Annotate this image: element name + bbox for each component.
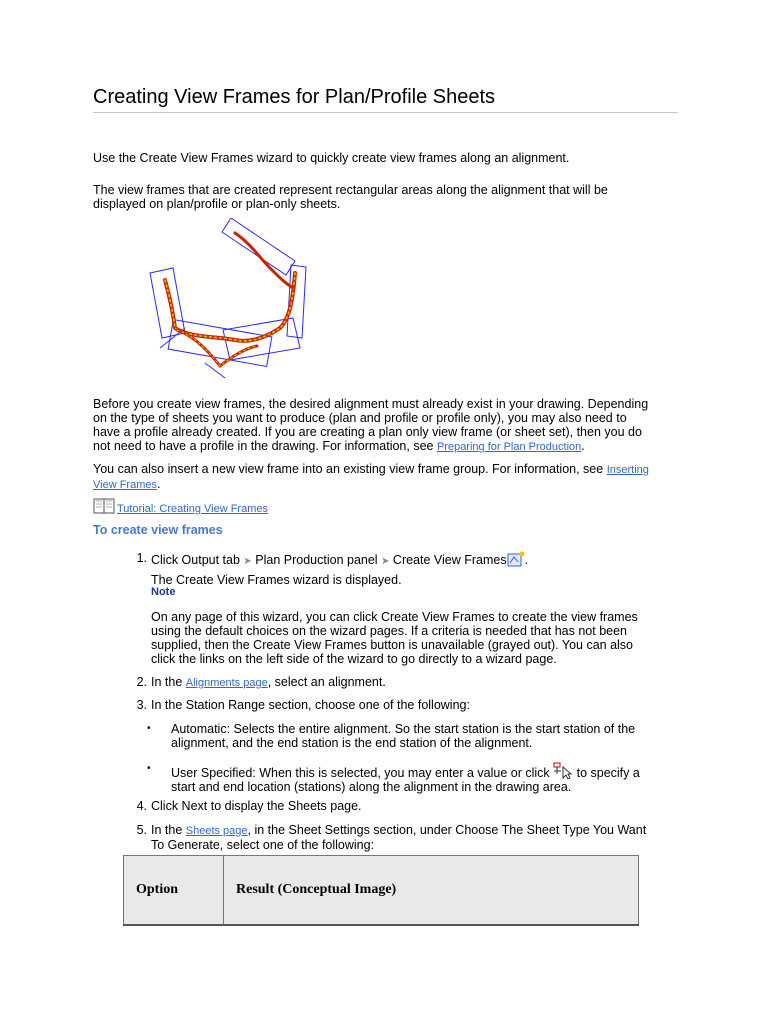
pick-station-icon[interactable] [553,762,573,780]
column-header-result: Result (Conceptual Image) [224,856,639,926]
create-view-frames-icon[interactable] [507,551,525,567]
option-line: alignment, and the end station is the end station of the alignment. [171,736,533,750]
view-frame-rect [222,218,295,275]
note-text [151,610,671,666]
insert-paragraph [93,462,678,492]
step-text: Create View Frames [389,553,507,567]
arrow-icon: ➤ [243,556,252,567]
step-1 [151,551,671,569]
arrow-icon: ➤ [381,556,390,567]
step-number: 3. [136,698,147,712]
step-text: , select an alignment. [267,675,386,689]
punctuation: . [581,439,585,453]
step-number: 2. [136,675,147,689]
page-title: Creating View Frames for Plan/Profile Sheets [93,86,678,113]
note-line: using the default choices on the wizard pages. If a criteria is needed that has not been [151,624,628,638]
intro-text: Use the Create View Frames wizard to quickly create view frames along an alignment. [93,151,570,165]
step-number: 4. [136,799,147,813]
alignments-page-link[interactable]: Alignments page [185,677,268,689]
section-heading: To create view frames [93,523,223,537]
option-line: to specify a [573,766,640,780]
tutorial-row [93,497,268,515]
note-line: click the links on the left side of the wizard to go directly to a wizard page. [151,652,557,666]
note-line: On any page of this wizard, you can click Create View Frames to create the view frames [151,610,638,624]
prerequisite-line: on the type of sheets you want to produce (plan and profile or profile only), you may also need to [93,411,627,425]
alignment-path [177,330,257,366]
prerequisite-line: not need to have a profile in the drawing. For information, see [93,439,437,453]
bullet: • [147,763,151,774]
note-label: Note [151,586,176,598]
view-frame-rect [150,268,185,338]
inserting-view-frames-link[interactable]: Inserting [606,464,649,476]
alignment-path [165,273,295,341]
step-4: Click Next to display the Sheets page. [151,799,362,813]
inserting-view-frames-link[interactable]: View Frames [93,479,157,491]
note-line: supplied, then the Create View Frames button is unavailable (grayed out). You can also [151,638,634,652]
step-1-result: The Create View Frames wizard is displayed. [151,573,402,587]
sheets-page-link[interactable]: Sheets page [185,825,248,837]
view-frames-figure [145,218,315,386]
punctuation: . [524,553,529,567]
preparing-plan-production-link[interactable]: Preparing for Plan Production [436,441,582,453]
step-text: Plan Production panel [251,553,382,567]
step-number: 5. [136,823,147,837]
step-text: To Generate, select one of the following: [151,838,375,852]
option-line: start and end location (stations) along the alignment in the drawing area. [171,780,572,794]
book-icon [93,497,115,515]
option-line: User Specified: When this is selected, you may enter a value or click [171,766,554,780]
automatic-option [171,722,671,750]
description-line: The view frames that are created represent rectangular areas along the alignment that will be [93,183,608,197]
step-text: In the [151,675,186,689]
table-header-row [124,856,639,926]
prerequisite-line: Before you create view frames, the desired alignment must already exist in your drawing. Depending [93,397,649,411]
step-number: 1. [136,551,147,565]
insert-line: You can also insert a new view frame into an existing view frame group. For information, see [93,462,607,476]
step-text: Click Output tab [151,553,244,567]
alignment-path [235,233,293,288]
option-line: Automatic: Selects the entire alignment. So the start station is the start station of the [171,722,636,736]
description-line: displayed on plan/profile or plan-only sheets. [93,197,341,211]
sheet-options-table [123,855,639,926]
punctuation: . [156,477,161,491]
step-3: In the Station Range section, choose one of the following: [151,698,470,712]
step-text: , in the Sheet Settings section, under Choose The Sheet Type You Want [247,823,647,837]
column-header-option: Option [124,856,224,926]
prerequisite-line: have a profile already created. If you are creating a plan only view frame (or sheet set), then you do [93,425,642,439]
tutorial-link[interactable]: Tutorial: Creating View Frames [117,503,268,515]
prerequisite-paragraph [93,397,678,454]
step-5 [151,823,671,852]
bullet: • [147,723,151,734]
step-text: In the [151,823,186,837]
user-specified-option [171,762,671,794]
step-2 [151,675,671,690]
description-paragraph [93,183,678,211]
